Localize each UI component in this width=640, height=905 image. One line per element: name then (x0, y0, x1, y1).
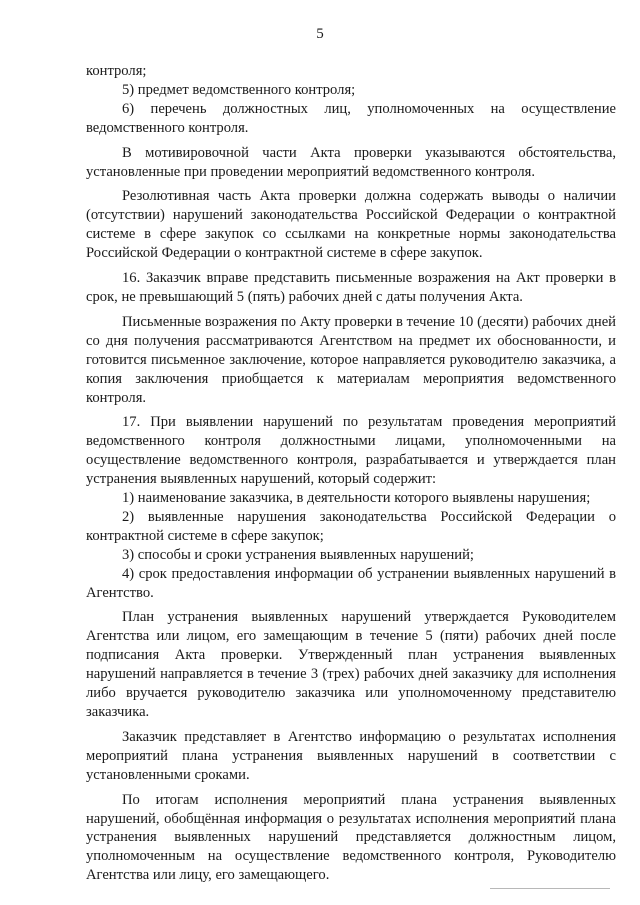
paragraph-continuation: контроля; (86, 63, 147, 79)
plan-item-2: 2) выявленные нарушения законодательства Российской Федерации о контрактной системе в сфере закупок; (86, 508, 616, 544)
page-number: 5 (316, 26, 324, 42)
plan-item-3: 3) способы и сроки устранения выявленных нарушений; (122, 546, 474, 563)
paragraph-motivation: В мотивировочной части Акта проверки указываются обстоятельства, установленные при проведении мероприятий ведомственного контроля. (86, 144, 616, 180)
list-item-6: 6) перечень должностных лиц, уполномоченных на осуществление ведомственного контроля. (86, 100, 616, 136)
paragraph-objections: Письменные возражения по Акту проверки в течение 10 (десяти) рабочих дней со дня получения рассматриваются Агентством на предмет их обоснованности, и готовится письменное заключение, которое направляется руководителю заказчика, а копия заключения приобщается к материалам мероприятия ведомственного контроля. (86, 313, 616, 406)
scan-artifact-line (490, 888, 610, 889)
paragraph-customer-report: Заказчик представляет в Агентство информацию о результатах исполнения мероприятий плана устранения выявленных нарушений в соответствии с установленными сроками. (86, 728, 616, 783)
paragraph-17: 17. При выявлении нарушений по результатам проведения мероприятий ведомственного контроля должностными лицами, уполномоченными на осуществление ведомственного контроля, разрабатывается и утверждается план устранения выявленных нарушений, который содержит: (86, 414, 616, 488)
document-body (86, 62, 616, 885)
plan-item-4: 4) срок предоставления информации об устранении выявленных нарушений в Агентство. (86, 565, 616, 601)
paragraph-resolution: Резолютивная часть Акта проверки должна содержать выводы о наличии (отсутствии) нарушений законодательства Российской Федерации о контрактной системе в сфере закупок со ссылками на конкретные нормы законодательства Российской Федерации о контрактной системе в сфере закупок. (86, 188, 616, 262)
paragraph-summary: По итогам исполнения мероприятий плана устранения выявленных нарушений, обобщённая информация о результатах исполнения мероприятий плана устранения выявленных нарушений представляется должностным лицом, уполномоченным на осуществление ведомственного контроля, Руководителю Агентства или лицу, его замещающего. (86, 791, 616, 884)
list-item-5: 5) предмет ведомственного контроля; (122, 81, 356, 98)
plan-item-1: 1) наименование заказчика, в деятельности которого выявлены нарушения; (122, 490, 591, 507)
paragraph-plan-approval: План устранения выявленных нарушений утверждается Руководителем Агентства или лицом, его замещающим в течение 5 (пяти) рабочих дней после подписания Акта проверки. Утвержденный план устранения выявленных нарушений направляется в течение 3 (трех) рабочих дней заказчику для исполнения либо вручается руководителю заказчика или уполномоченному представителю заказчика. (86, 609, 616, 720)
paragraph-16: 16. Заказчик вправе представить письменные возражения на Акт проверки в срок, не превышающий 5 (пять) рабочих дней с даты получения Акта. (86, 270, 616, 305)
